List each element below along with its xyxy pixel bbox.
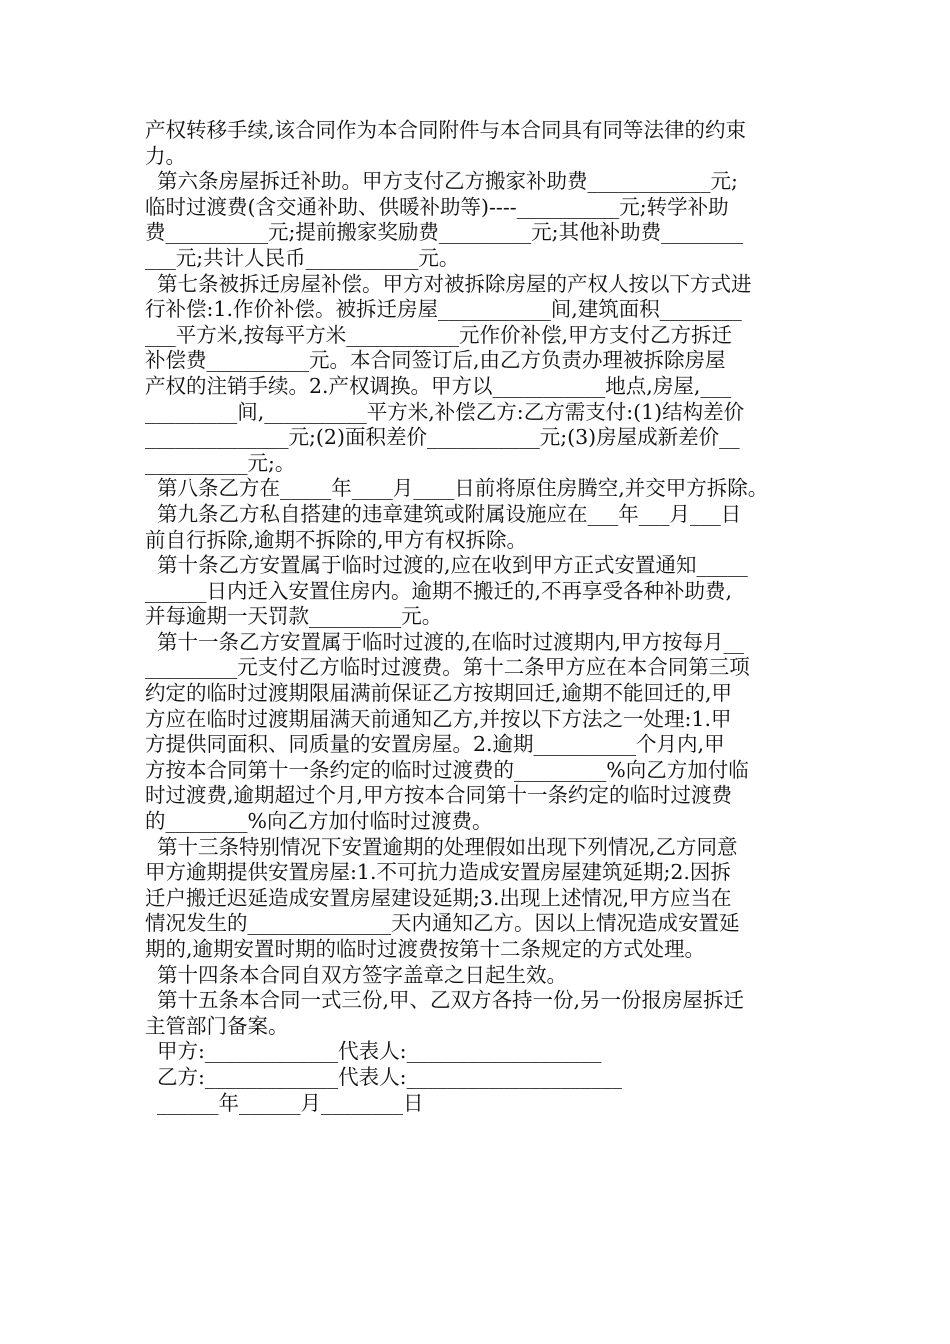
document-line: 第八条乙方在_____年____月____日前将原住房腾空,并交甲方拆除。 — [157, 476, 769, 501]
document-line: 补偿费__________元。本合同签订后,由乙方负责办理被拆除房屋 — [145, 348, 726, 373]
document-line: 第六条房屋拆迁补助。甲方支付乙方搬家补助费____________元; — [157, 169, 738, 194]
document-line: 方按本合同第十一条约定的临时过渡费的_________%向乙方加付临 — [145, 757, 749, 782]
document-line: 方应在临时过渡期届满天前通知乙方,并按以下方法之一处理:1.甲 — [145, 706, 732, 731]
document-line: 乙方:_____________代表人:_____________________ — [157, 1064, 622, 1089]
contract-document — [145, 118, 813, 1116]
document-line: 方提供同面积、同质量的安置房屋。2.逾期__________个月内,甲 — [145, 732, 725, 757]
document-line: 费__________元;提前搬家奖励费_________元;其他补助费________ — [145, 220, 744, 245]
document-line: ___元;共计人民币___________元。 — [145, 245, 460, 270]
document-line: 第十条乙方安置属于临时过渡的,应在收到甲方正式安置通知_____ — [157, 553, 748, 578]
document-line: 主管部门备案。 — [145, 1013, 289, 1038]
document-line: 产权转移手续,该合同作为本合同附件与本合同具有同等法律的约束 — [145, 118, 747, 142]
document-line: 行补偿:1.作价补偿。被拆迁房屋___________间,建筑面积________ — [145, 297, 742, 322]
document-line: 第十五条本合同一式三份,甲、乙双方各持一份,另一份报房屋拆迁 — [157, 988, 745, 1013]
document-line: _________间,__________平方米,补偿乙方:乙方需支付:(1)结构差价 — [145, 399, 745, 424]
document-line: 迁户搬迁迟延造成安置房屋建设延期;3.出现上述情况,甲方应当在 — [145, 885, 732, 910]
document-line: 力。 — [145, 143, 186, 168]
document-line: 情况发生的______________天内通知乙方。因以上情况造成安置延 — [145, 911, 740, 936]
document-line: 前自行拆除,逾期不拆除的,甲方有权拆除。 — [145, 527, 528, 552]
document-line: 第七条被拆迁房屋补偿。甲方对被拆除房屋的产权人按以下方式进 — [157, 271, 752, 296]
document-line: 时过渡费,逾期超过个月,甲方按本合同第十一条约定的临时过渡费 — [145, 783, 733, 808]
document-line: 约定的临时过渡期限届满前保证乙方按期回迁,逾期不能回迁的,甲 — [145, 681, 733, 706]
document-line: ______日内迁入安置住房内。逾期不搬迁的,不再享受各种补助费, — [145, 578, 733, 603]
document-line: 第九条乙方私自搭建的违章建筑或附属设施应在___年___月___日 — [157, 501, 742, 526]
document-line: ___平方米,按每平方米___________元作价补偿,甲方支付乙方拆迁 — [145, 322, 733, 347]
document-line: 第十四条本合同自双方签字盖章之日起生效。 — [157, 962, 567, 987]
document-line: 产权的注销手续。2.产权调换。甲方以___________地点,房屋,___ — [145, 373, 732, 398]
document-line: ______________元;(2)面积差价___________元;(3)房屋成新差价__ — [145, 425, 740, 450]
document-line: 第十三条特别情况下安置逾期的处理假如出现下列情况,乙方同意 — [157, 834, 738, 859]
document-line: 的________%向乙方加付临时过渡费。 — [145, 809, 493, 834]
document-line: 甲方逾期提供安置房屋:1.不可抗力造成安置房屋建筑延期;2.因拆 — [145, 860, 731, 885]
document-line: ______年______月________日 — [157, 1090, 424, 1115]
document-line: 期的,逾期安置时期的临时过渡费按第十二条规定的方式处理。 — [145, 937, 706, 961]
document-line: _________元支付乙方临时过渡费。第十二条甲方应在本合同第三项 — [145, 655, 750, 680]
document-line: 并每逾期一天罚款_________元。 — [145, 604, 443, 629]
document-line: __________元;。 — [145, 450, 296, 475]
document-line: 临时过渡费(含交通补助、供暖补助等)----__________元;转学补助 — [145, 194, 729, 219]
document-line: 第十一条乙方安置属于临时过渡的,在临时过渡期内,甲方按每月__ — [157, 629, 745, 654]
document-line: 甲方:_____________代表人:___________________ — [157, 1039, 602, 1064]
